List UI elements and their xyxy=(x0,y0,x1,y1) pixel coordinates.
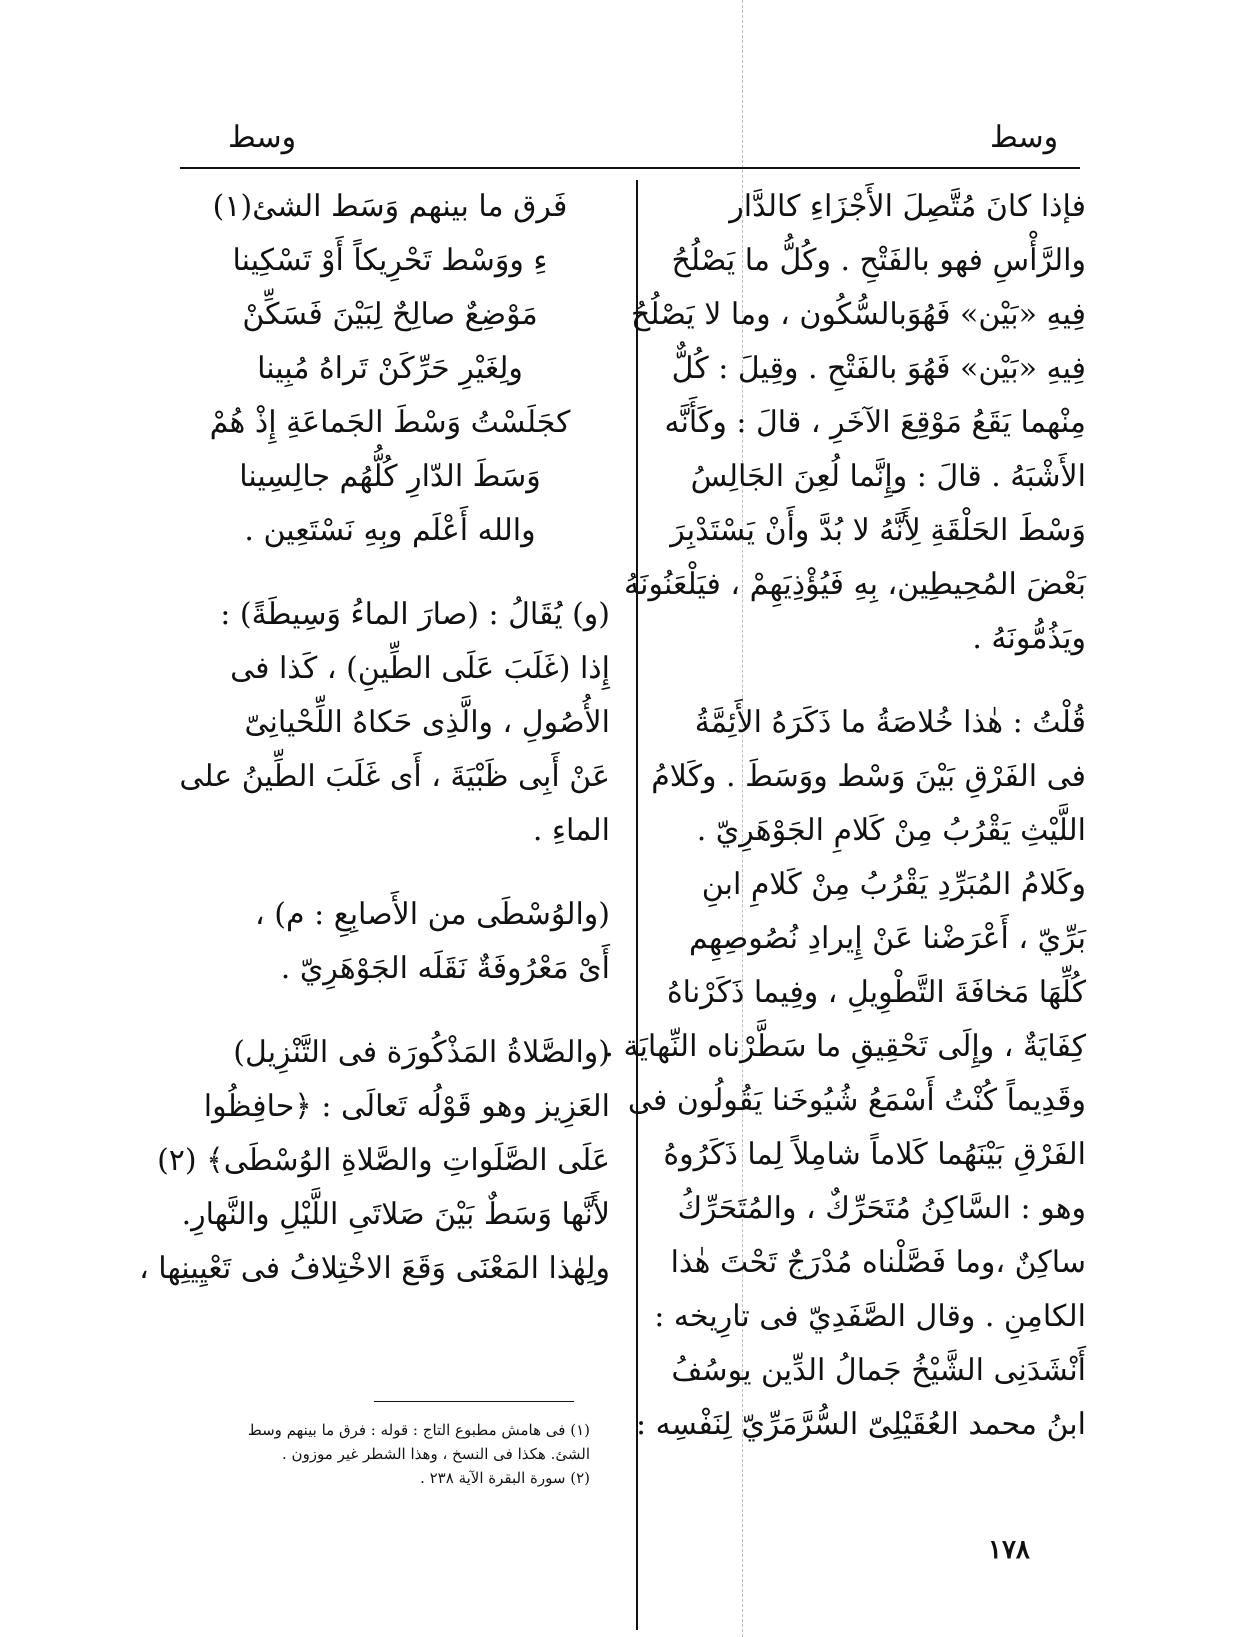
footnote-rule xyxy=(374,1401,574,1402)
paragraph-gap xyxy=(660,666,1086,696)
text-line: قُلْتُ : هٰذا خُلاصَةُ ما ذَكَرَهُ الأَئِمَّةُ xyxy=(694,705,1086,740)
text-line: وكَلامُ المُبَرِّدِ يَقْرُبُ مِنْ كَلامِ ابنِ xyxy=(701,867,1086,902)
text-line: أَنْشَدَنِى الشَّيْخُ جَمالُ الدِّين يوسُفُ xyxy=(671,1353,1086,1388)
text-line: (والوُسْطَى من الأَصابِعِ : م) ، xyxy=(255,897,610,932)
text-line: فإذا كانَ مُتَّصِلَ الأَجْزَاءِ كالدَّار xyxy=(729,189,1086,224)
right-column xyxy=(604,180,1086,1452)
running-header-right: وسط xyxy=(990,120,1059,155)
text-line: الفَرْقِ بَيْنَهُما كَلاماً شامِلاً لِما ذَكَرُوهُ xyxy=(663,1137,1086,1172)
text-line: إِذا (غَلَبَ عَلَى الطِّينِ) ، كَذا فى xyxy=(230,651,610,686)
text-line: مِنْهما يَقَعُ مَوْقِعَ الآخَرِ ، قالَ : وكَأَنَّه xyxy=(664,405,1086,440)
header-rule xyxy=(180,167,1080,169)
text-line: الأُصُولِ ، والَّذِى حَكاهُ اللِّحْيانِىّ xyxy=(244,705,610,740)
paragraph-gap xyxy=(170,996,610,1026)
paragraph-gap xyxy=(170,558,610,588)
footnote-line: (٢) سورة البقرة الآية ٢٣٨ . xyxy=(420,1469,590,1487)
text-line: ويَذُمُّونَهُ . xyxy=(972,621,1086,656)
text-line: أَىْ مَعْرُوفَةٌ نَقَلَه الجَوْهَرِيّ . xyxy=(280,951,610,986)
left-column xyxy=(139,180,610,1296)
running-header-left: وسط xyxy=(228,120,297,155)
text-line: الماءِ . xyxy=(532,813,610,848)
poem-line: كجَلَسْتُ وَسْطَ الجَماعَةِ إِذْ هُمْ xyxy=(209,405,571,440)
text-line: فِيهِ «بَيْن» فَهُوَبالسُّكُون ، وما لا يَصْلُحُ xyxy=(631,297,1086,332)
text-line: والرَّأْسِ فهو بالفَتْحِ . وكُلُّ ما يَصْلُحُ xyxy=(671,243,1086,278)
text-line: كِفَايَةٌ ، وإِلَى تَحْقِيقِ ما سَطَّرْناه النِّهايَة . xyxy=(604,1029,1086,1064)
text-line: وَسْطَ الحَلْقَةِ لِأَنَّهُ لا بُدَّ وأَنْ يَسْتَدْبِرَ xyxy=(670,513,1086,548)
text-line: (والصَّلاةُ المَذْكُورَة فى التَّنْزِيل) xyxy=(233,1035,610,1070)
poem-line: مَوْضِعٌ صالِحٌ لِبَيْنَ فَسَكِّنْ xyxy=(242,297,538,332)
poem-line: ولِغَيْرِ حَرِّكَنْ تَراهُ مُبِينا xyxy=(257,351,523,386)
text-line: عَلَى الصَّلَواتِ والصَّلاةِ الوُسْطَى﴾ (٢) xyxy=(157,1143,610,1178)
paragraph-gap xyxy=(170,858,610,888)
footnotes xyxy=(170,1418,590,1490)
text-line: اللَّيْثِ يَقْرُبُ مِنْ كَلامِ الجَوْهَرِيّ . xyxy=(696,813,1086,848)
text-line: عَنْ أَبِى ظَبْيَةَ ، أَى غَلَبَ الطِّينُ على xyxy=(179,759,610,794)
footnote-line: الشئ. هكذا فى النسخ ، وهذا الشطر غير موزون . xyxy=(282,1445,590,1463)
text-line: الأَشْبَهُ . قالَ : وإِنَّما لُعِنَ الجَالِسُ xyxy=(690,459,1086,494)
text-line: بَعْضَ المُحِيطِين، بِهِ فَيُؤْذِيَهِمْ ، فيَلْعَنُونَهُ xyxy=(624,567,1086,602)
text-line: فِيهِ «بَيْن» فَهُوَ بالفَتْحِ . وقِيلَ : كُلٌّ xyxy=(671,351,1086,386)
poem-line: والله أَعْلَم وبِهِ نَسْتَعِين . xyxy=(244,513,536,548)
footnote-line: (١) فى هامش مطبوع التاج : قوله : فرق ما بينهم وسط xyxy=(247,1421,590,1439)
poem-line: وَسَطَ الدّارِ كُلُّهُم جالِسِينا xyxy=(239,459,541,494)
text-line: فى الفَرْقِ بَيْنَ وَسْط ووَسَطَ . وكَلامُ xyxy=(651,759,1086,794)
text-line: كُلِّهَا مَخافَةَ التَّطْوِيلِ ، وفِيما ذَكَرْناهُ xyxy=(666,975,1086,1010)
page-number: ١٧٨ xyxy=(988,1535,1030,1565)
poem-line: فَرق ما بينهم وَسَط الشئ(١) xyxy=(212,189,568,224)
text-line: ابنُ محمد العُقَيْلِىّ السُّرَّمَرِّيّ لِنَفْسِه : xyxy=(635,1407,1086,1442)
text-line: ساكِنٌ ،وما فَصَّلْناه مُدْرَجٌ تَحْتَ هٰذا xyxy=(670,1245,1086,1280)
text-line: (و) يُقَالُ : (صارَ الماءُ وَسِيطَةً) : xyxy=(220,597,610,632)
text-line: العَزِيز وهو قَوْلُه تَعالَى : ﴿حافِظُوا xyxy=(203,1089,610,1124)
text-line: وقَدِيماً كُنْتُ أَسْمَعُ شُيُوخَنا يَقُولُون فى xyxy=(627,1083,1086,1118)
text-line: وهو : السَّاكِنُ مُتَحَرِّكٌ ، والمُتَحَرِّكُ xyxy=(677,1191,1086,1226)
text-line: بَرِّيّ ، أَعْرَضْنا عَنْ إِيرادِ نُصُوصِهِم xyxy=(688,921,1086,956)
text-line: لأَنَّها وَسَطٌ بَيْنَ صَلاتَىِ اللَّيْلِ والنَّهارِ. xyxy=(181,1197,610,1232)
text-line: ولِهٰذا المَعْنَى وَقَعَ الاخْتِلافُ فى تَعْيِينِها ، xyxy=(139,1251,610,1286)
poem-line: ءِ ووَسْط تَحْرِيكاً أَوْ تَسْكِينا xyxy=(232,243,548,278)
text-line: الكامِنِ . وقال الصَّفَدِيّ فى تارِيخه : xyxy=(654,1299,1086,1334)
